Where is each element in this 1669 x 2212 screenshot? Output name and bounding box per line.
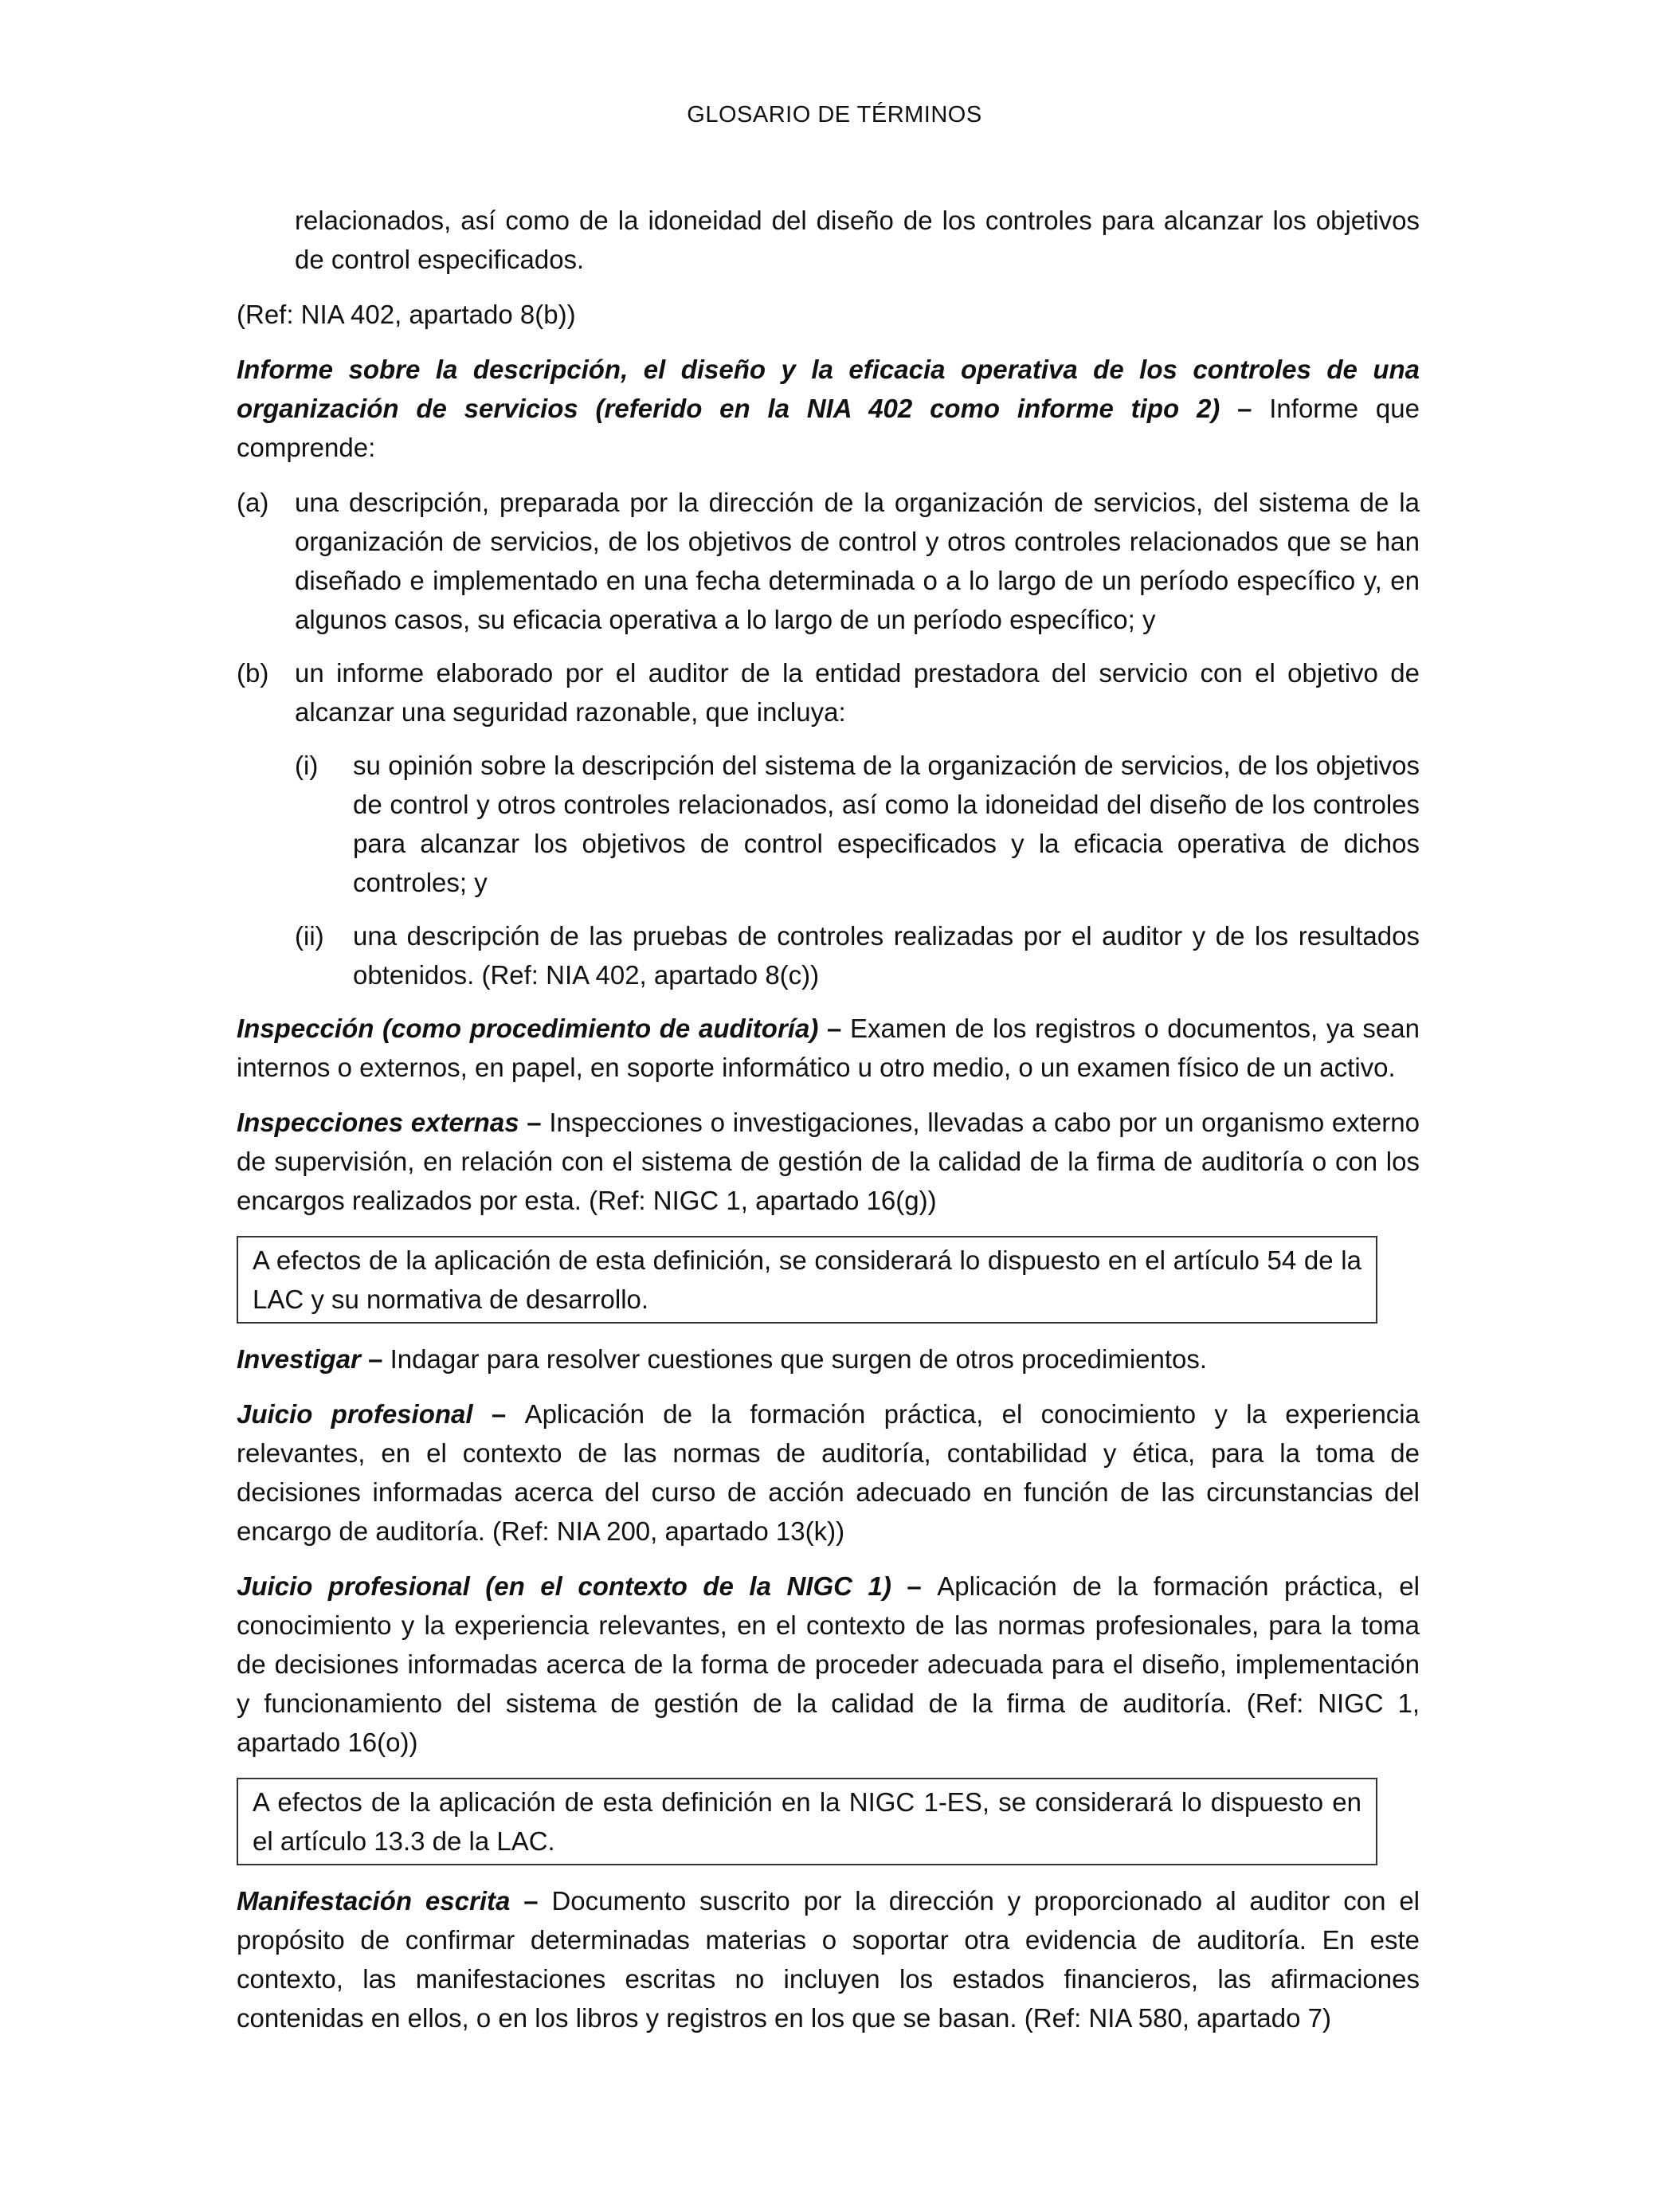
- entry-dash: –: [360, 1344, 390, 1374]
- entry-dash: –: [891, 1571, 938, 1601]
- entry-dash: –: [472, 1399, 525, 1429]
- entry-term: Inspección (como procedimiento de auditoría): [237, 1014, 819, 1043]
- entry-definition: Aplicación de la formación práctica, el conocimiento y la experiencia relevantes, en el contexto de las normas profesionales, para la toma de decisiones informadas acerca de la forma de proceder adecuada para el diseño, implementación y funcionamiento del sistema de gestión de la calidad de la firma de auditoría. (Ref: NIGC 1, apartado 16(o)): [237, 1571, 1420, 1757]
- entry-term: Informe sobre la descripción, el diseño y la eficacia operativa de los controles de una organización de servicios (referido en la NIA 402 como informe tipo 2): [237, 355, 1420, 423]
- entry-term: Inspecciones externas: [237, 1108, 519, 1137]
- entry-dash: –: [818, 1014, 851, 1043]
- list-item-label: (a): [237, 488, 269, 517]
- list-item-text: una descripción, preparada por la dirección de la organización de servicios, del sistema de la organización de servicios, de los objetivos de control y otros controles relacionados que se han diseñado e implementado en una fecha determinada o a lo largo de un período específico y, en algunos casos, su eficacia operativa a lo largo de un período específico; y: [295, 488, 1420, 634]
- entry-definition: Examen de los registros o documentos, ya sean internos o externos, en papel, en soporte informático u otro medio, o un examen físico de un activo.: [237, 1014, 1420, 1082]
- page-header: GLOSARIO DE TÉRMINOS: [687, 102, 982, 127]
- entry-definition: Documento suscrito por la dirección y proporcionado al auditor con el propósito de confirmar determinadas materias o soportar otra evidencia de auditoría. En este contexto, las manifestaciones escritas no incluyen los estados financieros, las afirmaciones contenidas en ellos, o en los libros y registros en los que se basan. (Ref: NIA 580, apartado 7): [237, 1886, 1420, 2033]
- sub-list-item: [295, 916, 1420, 994]
- list-item: [237, 653, 1420, 731]
- sub-list-item-text: una descripción de las pruebas de controles realizadas por el auditor y de los resultados obtenidos. (Ref: NIA 402, apartado 8(c)): [353, 921, 1420, 990]
- entry-definition: Aplicación de la formación práctica, el conocimiento y la experiencia relevantes, en el contexto de las normas de auditoría, contabilidad y ética, para la toma de decisiones informadas acerca del curso de acción adecuado en función de las circunstancias del encargo de auditoría. (Ref: NIA 200, apartado 13(k)): [237, 1399, 1420, 1546]
- sub-list-item-label: (ii): [295, 921, 324, 951]
- sub-list-item-text: su opinión sobre la descripción del sistema de la organización de servicios, de los objetivos de control y otros controles relacionados, así como la idoneidad del diseño de los controles para alcanzar los objetivos de control especificados y la eficacia operativa de dichos controles; y: [353, 751, 1420, 897]
- entry-dash: –: [1220, 394, 1270, 423]
- sub-list-item-label: (i): [295, 751, 319, 780]
- entry-dash: –: [510, 1886, 552, 1916]
- note-box: A efectos de la aplicación de esta definición, se considerará lo dispuesto en el artículo 54 de la LAC y su normativa de desarrollo.: [237, 1236, 1377, 1324]
- entry-dash: –: [519, 1108, 550, 1137]
- entry-term: Juicio profesional (en el contexto de la NIGC 1): [237, 1571, 891, 1601]
- continuation-paragraph: relacionados, así como de la idoneidad del diseño de los controles para alcanzar los objetivos de control especificados.: [295, 206, 1420, 274]
- entry-inspecciones-externas: [237, 1103, 1420, 1220]
- entry-juicio-profesional-nigc: [237, 1567, 1420, 1762]
- entry-juicio-profesional: [237, 1394, 1420, 1551]
- entry-term: Juicio profesional: [237, 1399, 473, 1429]
- entry-informe: [237, 350, 1420, 467]
- list-item-text: un informe elaborado por el auditor de la entidad prestadora del servicio con el objetivo de alcanzar una seguridad razonable, que incluya:: [295, 658, 1420, 727]
- reference-paragraph: (Ref: NIA 402, apartado 8(b)): [237, 300, 576, 329]
- entry-definition: Inspecciones o investigaciones, llevadas a cabo por un organismo externo de supervisión, en relación con el sistema de gestión de la calidad de la firma de auditoría o con los encargos realizados por esta. (Ref: NIGC 1, apartado 16(g)): [237, 1108, 1420, 1215]
- entry-definition: Informe que comprende:: [237, 394, 1420, 462]
- entry-investigar: [237, 1339, 1420, 1379]
- sub-list-item: [295, 746, 1420, 902]
- note-box: A efectos de la aplicación de esta definición en la NIGC 1-ES, se considerará lo dispuesto en el artículo 13.3 de la LAC.: [237, 1778, 1377, 1865]
- list-item: [237, 483, 1420, 639]
- entry-definition: Indagar para resolver cuestiones que surgen de otros procedimientos.: [390, 1344, 1208, 1374]
- entry-term: Manifestación escrita: [237, 1886, 511, 1916]
- entry-term: Investigar: [237, 1344, 361, 1374]
- entry-manifestacion-escrita: [237, 1881, 1420, 2037]
- list-item-label: (b): [237, 658, 269, 688]
- page-content: [237, 201, 1420, 2053]
- entry-inspeccion: [237, 1009, 1420, 1087]
